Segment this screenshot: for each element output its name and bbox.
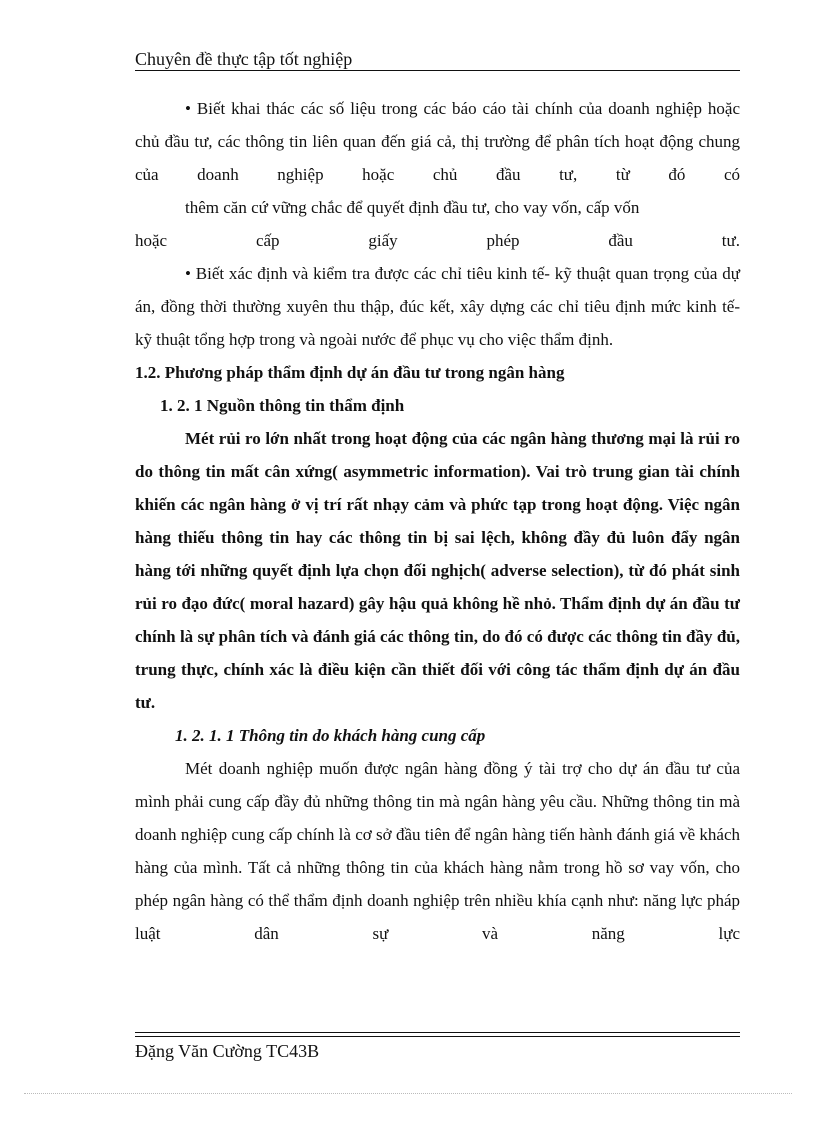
section-heading-1-2: 1.2. Phương pháp thẩm định dự án đầu tư trong ngân hàng bbox=[135, 363, 565, 382]
section-heading-1-2-1: 1. 2. 1 Nguồn thông tin thẩm định bbox=[160, 396, 405, 415]
paragraph-information-risk: Mét rủi ro lớn nhất trong hoạt động của các ngân hàng thương mại là rủi ro do thông tin mất cân xứng( asymmetric information). Vai trò trung gian tài chính khiến các ngân hàng ở vị trí rất nhạy cảm và phức tạp trong hoạt động. Việc ngân hàng thiếu thông tin hay các thông tin bị sai lệch, không đầy đủ luôn đẩy ngân hàng tới những quyết định lựa chọn đối nghịch( adverse selection), từ đó phát sinh rủi ro đạo đức( moral hazard) gây hậu quả không hề nhỏ. Thẩm định dự án đầu tư chính là sự phân tích và đánh giá các thông tin, do đó có được các thông tin đầy đủ, trung thực, chính xác là điều kiện cần thiết đối với công tác thẩm định dự án đầu tư. bbox=[135, 429, 740, 712]
footer-rule-thin bbox=[135, 1036, 740, 1037]
paragraph-customer-information: Mét doanh nghiệp muốn được ngân hàng đồng ý tài trợ cho dự án đầu tư của mình phải cung cấp đầy đủ những thông tin mà ngân hàng yêu cầu. Những thông tin mà doanh nghiệp cung cấp chính là cơ sở đầu tiên để ngân hàng tiến hành đánh giá về khách hàng của mình. Tất cả những thông tin của khách hàng nằm trong hồ sơ vay vốn, cho phép ngân hàng có thể thẩm định doanh nghiệp trên nhiều khía cạnh như: năng lực pháp luật dân sự và năng lực bbox=[135, 759, 740, 943]
document-body bbox=[135, 92, 740, 950]
page-footer: Đặng Văn Cường TC43B bbox=[135, 1041, 320, 1061]
bullet-paragraph-1-continuation: thêm căn cứ vững chắc để quyết định đầu tư, cho vay vốn, cấp vốn bbox=[185, 198, 640, 217]
page-header: Chuyên đề thực tập tốt nghiệp bbox=[135, 49, 353, 69]
section-heading-1-2-1-1: 1. 2. 1. 1 Thông tin do khách hàng cung cấp bbox=[175, 726, 486, 745]
word: tư. bbox=[721, 231, 740, 250]
bullet-paragraph-1: • Biết khai thác các số liệu trong các báo cáo tài chính của doanh nghiệp hoặc chủ đầu tư, các thông tin liên quan đến giá cả, thị trường để phân tích hoạt động chung của doanh nghiệp hoặc chủ đầu tư, từ đó có bbox=[135, 99, 740, 184]
bullet-paragraph-1-last-line bbox=[135, 224, 740, 257]
word: phép bbox=[486, 231, 520, 250]
word: đầu bbox=[608, 231, 633, 250]
header-rule bbox=[135, 70, 740, 71]
page-edge-divider bbox=[24, 1093, 792, 1094]
footer-rule bbox=[135, 1032, 740, 1033]
bullet-paragraph-2: • Biết xác định và kiểm tra được các chỉ tiêu kinh tế- kỹ thuật quan trọng của dự án, đồng thời thường xuyên thu thập, đúc kết, xây dựng các chỉ tiêu định mức kinh tế- kỹ thuật tổng hợp trong và ngoài nước để phục vụ cho việc thẩm định. bbox=[135, 264, 740, 349]
word: cấp bbox=[255, 231, 280, 250]
word: giấy bbox=[368, 231, 398, 250]
word: hoặc bbox=[135, 231, 168, 250]
